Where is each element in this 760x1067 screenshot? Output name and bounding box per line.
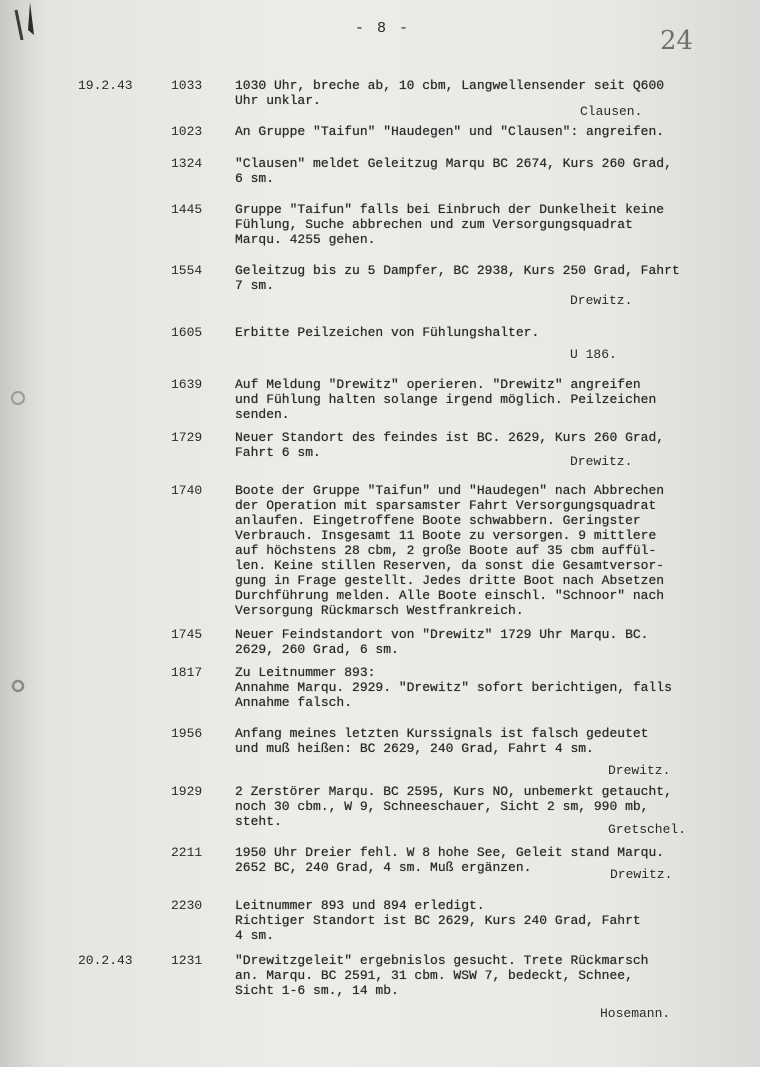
entry-text: Boote der Gruppe "Taifun" und "Haudegen" nach Abbrechen der Operation mit sparsamster Fahrt Versorgungsquadrat anlaufen. Eingetroffene Boote schwabbern. Geringster Verbrauch. Insgesamt 11 Boote zu versorgen. 9 mittlere auf höchstens 28 cbm, 2 große Boote auf 35 cbm auffül- len. Keine stillen Reserven, da sonst die Gesamtversor- gung in Frage gestellt. Jedes dritte Boot nach Absetzen Durchführung melden. Alle Boote einschl. "Schnoor" nach Versorgung Rückmarsch Westfrankreich.: [235, 483, 665, 618]
entry-signature: Hosemann.: [600, 1006, 671, 1021]
entry-signature: Drewitz.: [610, 867, 673, 882]
entry-text: Geleitzug bis zu 5 Dampfer, BC 2938, Kurs 250 Grad, Fahrt 7 sm.: [235, 263, 680, 293]
entry-text: Zu Leitnummer 893: Annahme Marqu. 2929. "Drewitz" sofort berichtigen, falls Annahme falsch.: [235, 665, 672, 710]
page-number: - 8 -: [355, 20, 411, 37]
entry-time: 1740: [171, 483, 203, 498]
entry-text: Anfang meines letzten Kurssignals ist falsch gedeutet und muß heißen: BC 2629, 240 Grad, Fahrt 4 sm.: [235, 726, 649, 756]
entry-text: "Drewitzgeleit" ergebnislos gesucht. Trete Rückmarsch an. Marqu. BC 2591, 31 cbm. WSW 7, bedeckt, Schnee, Sicht 1-6 sm., 14 mb.: [235, 953, 649, 998]
entry-text: Gruppe "Taifun" falls bei Einbruch der Dunkelheit keine Fühlung, Suche abbrechen und zum Versorgungsquadrat Marqu. 4255 gehen.: [235, 202, 665, 247]
entry-signature: Drewitz.: [608, 763, 671, 778]
entry-time: 1745: [171, 627, 203, 642]
entry-time: 1605: [171, 325, 203, 340]
entry-time: 1033: [171, 78, 203, 93]
entry-text: 1950 Uhr Dreier fehl. W 8 hohe See, Geleit stand Marqu. 2652 BC, 240 Grad, 4 sm. Muß ergänzen.: [235, 845, 665, 875]
entry-signature: U 186.: [570, 347, 617, 362]
entry-signature: Gretschel.: [608, 822, 687, 837]
archive-number: 24: [660, 26, 694, 56]
entry-text: Neuer Feindstandort von "Drewitz" 1729 Uhr Marqu. BC. 2629, 260 Grad, 6 sm.: [235, 627, 649, 657]
entry-text: Leitnummer 893 und 894 erledigt. Richtiger Standort ist BC 2629, Kurs 240 Grad, Fahrt 4 sm.: [235, 898, 641, 943]
entry-date: 20.2.43: [78, 953, 133, 968]
entry-text: Neuer Standort des feindes ist BC. 2629, Kurs 260 Grad, Fahrt 6 sm.: [235, 430, 665, 460]
entry-time: 1929: [171, 784, 203, 799]
entry-time: 1231: [171, 953, 203, 968]
entry-time: 1639: [171, 377, 203, 392]
entry-time: 1324: [171, 156, 203, 171]
entry-signature: Drewitz.: [570, 454, 633, 469]
entry-text: Erbitte Peilzeichen von Fühlungshalter.: [235, 325, 540, 340]
corner-pen-mark: [10, 0, 50, 45]
entry-time: 1554: [171, 263, 203, 278]
punch-hole-mark: [8, 676, 28, 696]
punch-hole-mark: [8, 388, 28, 408]
entry-date: 19.2.43: [78, 78, 133, 93]
entry-time: 1729: [171, 430, 203, 445]
entry-time: 2211: [171, 845, 203, 860]
entry-text: Auf Meldung "Drewitz" operieren. "Drewitz" angreifen und Fühlung halten solange irgend möglich. Peilzeichen senden.: [235, 377, 657, 422]
entry-time: 1817: [171, 665, 203, 680]
entry-time: 1956: [171, 726, 203, 741]
entry-signature: Clausen.: [580, 104, 643, 119]
entry-text: 2 Zerstörer Marqu. BC 2595, Kurs NO, unbemerkt getaucht, noch 30 cbm., W 9, Schneeschauer, Sicht 2 sm, 990 mb, steht.: [235, 784, 672, 829]
entry-text: "Clausen" meldet Geleitzug Marqu BC 2674, Kurs 260 Grad, 6 sm.: [235, 156, 672, 186]
entry-text: 1030 Uhr, breche ab, 10 cbm, Langwellensender seit Q600 Uhr unklar.: [235, 78, 665, 108]
entry-time: 1445: [171, 202, 203, 217]
entry-time: 2230: [171, 898, 203, 913]
entry-time: 1023: [171, 124, 203, 139]
entry-signature: Drewitz.: [570, 293, 633, 308]
entry-text: An Gruppe "Taifun" "Haudegen" und "Clausen": angreifen.: [235, 124, 665, 139]
